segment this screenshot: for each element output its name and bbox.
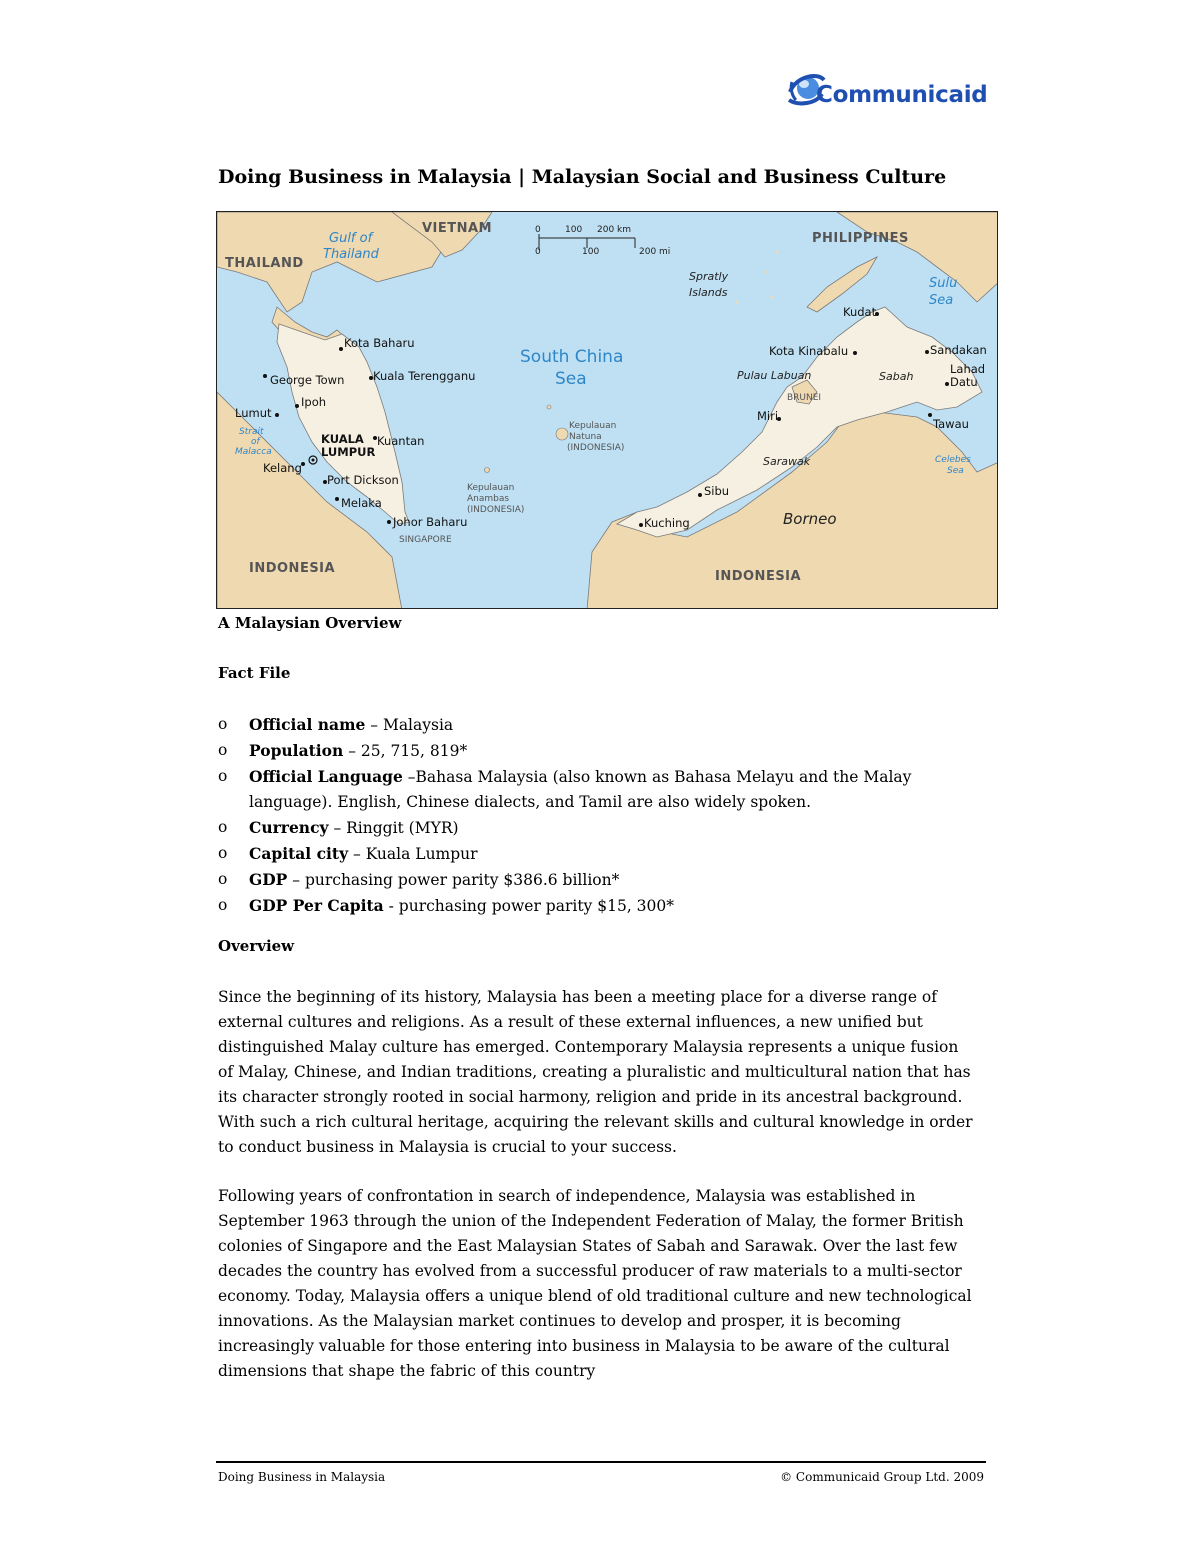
communicaid-logo (786, 66, 1006, 116)
scale-mi-100: 100 (582, 247, 600, 257)
city-kelang: Kelang (263, 461, 302, 475)
fact-value: – Malaysia (365, 716, 454, 734)
city-lumut: Lumut (235, 406, 272, 420)
label-strait-1: Strait (239, 427, 264, 437)
fact-value: –Bahasa Malaysia (also known as Bahasa Melayu and the Malay language). English, Chinese dialects, and Tamil are also widely spoken. (249, 768, 912, 811)
label-thailand: THAILAND (225, 256, 304, 271)
bullet-icon: o (218, 818, 228, 836)
land-philippines (837, 212, 998, 302)
label-sabah: Sabah (879, 370, 914, 383)
label-brunei: BRUNEI (787, 393, 822, 403)
fact-item (218, 815, 978, 841)
footer-divider (216, 1461, 986, 1463)
fact-item (218, 738, 978, 764)
label-spratly-2: Islands (689, 286, 728, 299)
malaysia-map (216, 211, 998, 609)
fact-value: - purchasing power parity $15, 300* (383, 897, 675, 915)
label-strait-3: Malacca (235, 447, 272, 457)
fact-item (218, 841, 978, 867)
overview-section-heading: Overview (218, 937, 295, 955)
city-george-town: George Town (270, 373, 345, 387)
fact-label: Population (249, 741, 344, 760)
label-borneo: Borneo (783, 510, 837, 528)
city-kota-kinabalu: Kota Kinabalu (769, 344, 849, 358)
city-kuala-lumpur-1: KUALA (321, 432, 364, 446)
footer-copyright: © Communicaid Group Ltd. 2009 (780, 1470, 984, 1484)
label-philippines: PHILIPPINES (812, 231, 909, 246)
scale-km-200: 200 km (597, 225, 632, 235)
city-kota-baharu: Kota Baharu (344, 336, 415, 350)
fact-item (218, 893, 978, 919)
label-south-china-sea-2: Sea (555, 369, 587, 389)
city-melaka: Melaka (341, 496, 382, 510)
city-miri: Miri (757, 409, 779, 423)
label-gulf-2: Thailand (323, 247, 379, 262)
label-strait-2: of (251, 437, 260, 447)
city-sandakan: Sandakan (930, 343, 987, 357)
fact-label: Currency (249, 818, 329, 837)
city-ipoh: Ipoh (301, 395, 327, 409)
city-kuching: Kuching (644, 516, 690, 530)
label-spratly-1: Spratly (689, 270, 729, 283)
page-title: Doing Business in Malaysia | Malaysian Social and Business Culture (218, 166, 947, 188)
fact-item (218, 712, 978, 738)
label-anambas-2: Anambas (467, 494, 510, 504)
label-gulf-1: Gulf of (329, 231, 373, 246)
label-natuna-1: Kepulauan (569, 421, 617, 431)
fact-label: Capital city (249, 844, 349, 863)
bullet-icon: o (218, 715, 228, 733)
fact-file-heading: Fact File (218, 664, 291, 682)
fact-value: – Kuala Lumpur (348, 845, 478, 863)
label-sarawak: Sarawak (763, 455, 811, 468)
label-anambas-1: Kepulauan (467, 483, 515, 493)
label-anambas-3: (INDONESIA) (467, 505, 525, 515)
label-sulu-2: Sea (929, 293, 954, 308)
bullet-icon: o (218, 896, 228, 914)
fact-item (218, 764, 978, 815)
city-kudat: Kudat (843, 305, 877, 319)
fact-label: GDP (249, 870, 288, 889)
fact-value: – purchasing power parity $386.6 billion* (287, 871, 620, 889)
label-indonesia-west: INDONESIA (249, 561, 336, 576)
city-kuala-lumpur-2: LUMPUR (321, 445, 376, 459)
footer-left-text: Doing Business in Malaysia (218, 1470, 386, 1484)
scale-mi-0: 0 (535, 247, 541, 257)
city-datu: Datu (950, 375, 978, 389)
label-natuna-3: (INDONESIA) (567, 443, 625, 453)
label-celebes-2: Sea (947, 466, 964, 476)
overview-paragraph-2: Following years of confrontation in search of independence, Malaysia was established in September 1963 through the union of the Independent Federation of Malay, the former British colonies of Singapore and the East Malaysian States of Sabah and Sarawak. Over the last few decades the country has evolved from a successful producer of raw materials to a multi-sector economy. Today, Malaysia offers a unique blend of old traditional culture and new technological innovations. As the Malaysian market continues to develop and prosper, it is becoming increasingly valuable for those entering into business in Malaysia to be aware of the cultural dimensions that shape the fabric of this country (218, 1187, 972, 1380)
scale-km-100: 100 (565, 225, 583, 235)
label-south-china-sea-1: South China (520, 347, 624, 367)
overview-paragraph-1: Since the beginning of its history, Malaysia has been a meeting place for a diverse range of external cultures and religions. As a result of these external influences, a new unified but distinguished Malay culture has emerged. Contemporary Malaysia represents a unique fusion of Malay, Chinese, and Indian traditions, creating a pluralistic and multicultural nation that has its character strongly rooted in social harmony, religion and pride in its ancestral background. With such a rich cultural heritage, acquiring the relevant skills and cultural knowledge in order to conduct business in Malaysia is crucial to your success. (218, 988, 973, 1156)
fact-item (218, 867, 978, 893)
overview-heading: A Malaysian Overview (218, 614, 402, 632)
bullet-icon: o (218, 767, 228, 785)
fact-label: Official name (249, 715, 366, 734)
label-vietnam: VIETNAM (422, 221, 493, 236)
city-kuala-terengganu: Kuala Terengganu (373, 369, 476, 383)
city-port-dickson: Port Dickson (327, 473, 399, 487)
fact-value: – Ringgit (MYR) (328, 819, 459, 837)
fact-value: – 25, 715, 819* (343, 742, 468, 760)
bullet-icon: o (218, 844, 228, 862)
scale-mi-200: 200 mi (639, 247, 671, 257)
label-natuna-2: Natuna (569, 432, 602, 442)
fact-list (218, 712, 978, 919)
fact-label: GDP Per Capita (249, 896, 384, 915)
label-celebes-1: Celebes (935, 455, 971, 465)
logo-wordmark: Communicaid (816, 82, 988, 108)
city-lahad: Lahad (950, 362, 986, 376)
label-pulau-labuan: Pulau Labuan (737, 369, 812, 382)
city-tawau: Tawau (933, 417, 969, 431)
scale-bar (535, 225, 670, 257)
city-kuantan: Kuantan (377, 434, 425, 448)
label-indonesia-east: INDONESIA (715, 569, 802, 584)
scale-km-0: 0 (535, 225, 541, 235)
fact-label: Official Language (249, 767, 403, 786)
map-svg (217, 212, 998, 609)
land-palawan (807, 257, 877, 312)
label-sulu-1: Sulu (929, 276, 958, 291)
bullet-icon: o (218, 741, 228, 759)
bullet-icon: o (218, 870, 228, 888)
city-sibu: Sibu (704, 484, 730, 498)
city-johor-baharu: Johor Baharu (393, 515, 468, 529)
label-singapore: SINGAPORE (399, 535, 452, 545)
